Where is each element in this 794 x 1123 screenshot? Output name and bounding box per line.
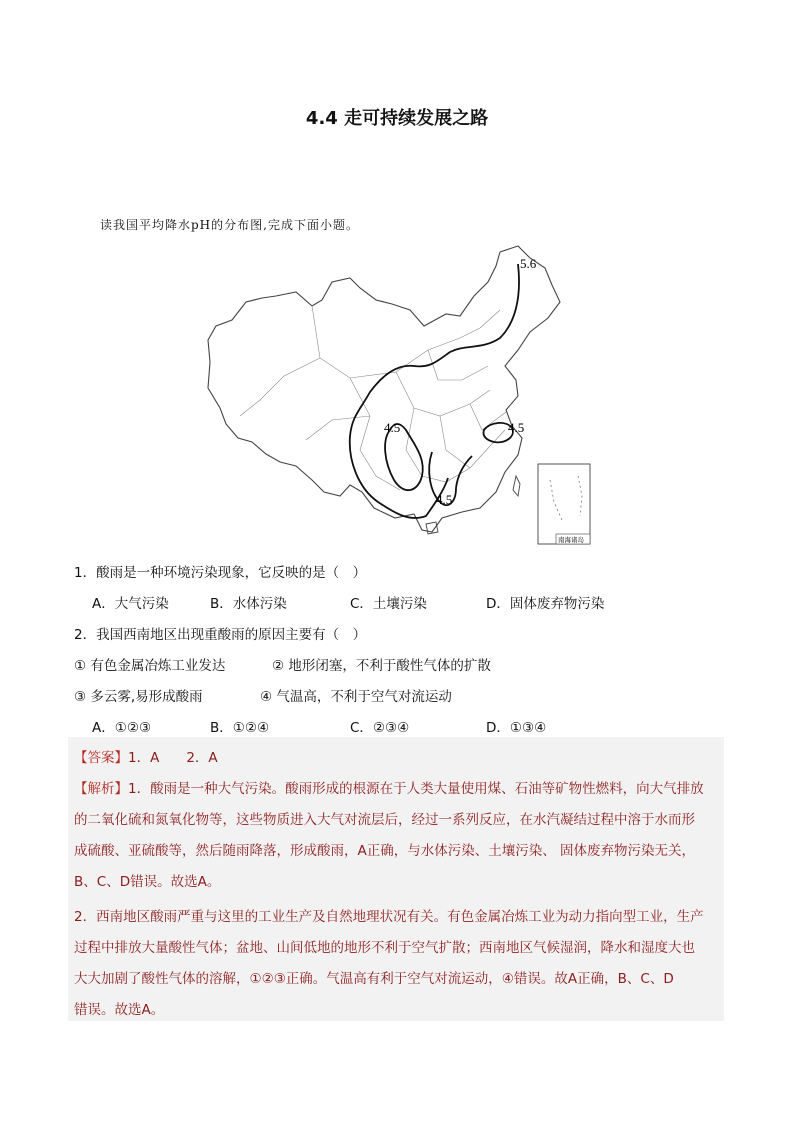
q1-option-c: C．土壤污染	[350, 596, 427, 612]
q2-option-d: D．①③④	[486, 720, 547, 736]
q1-option-b: B．水体污染	[210, 596, 287, 612]
question-1-stem: 1．酸雨是一种环境污染现象，它反映的是（ ）	[74, 565, 367, 581]
q2-item-1: ① 有色金属冶炼工业发达	[74, 658, 226, 674]
q2-option-a: A．①②③	[92, 720, 152, 736]
page-title: 4.4 走可持续发展之路	[305, 108, 489, 129]
contour-label: 5.6	[520, 256, 537, 271]
answer-text: 1．A 2．A	[128, 750, 218, 766]
q1-option-d: D．固体废弃物污染	[486, 596, 605, 612]
inset-frame	[538, 464, 590, 544]
analysis-text: 1．酸雨是一种大气污染。酸雨形成的根源在于人类大量使用煤、石油等矿物性燃料，向大气排放	[128, 781, 704, 797]
china-ph-map	[200, 240, 600, 550]
analysis-line-2: 的二氧化硫和氮氧化物等，这些物质进入大气对流层后，经过一系列反应，在水汽凝结过程中溶于水而形	[74, 812, 695, 828]
q2-item-2: ② 地形闭塞，不利于酸性气体的扩散	[272, 658, 491, 674]
q2-item-4: ④ 气温高，不利于空气对流运动	[260, 689, 452, 705]
contour-label: 4.5	[508, 420, 525, 435]
q2-option-c: C．②③④	[350, 720, 410, 736]
analysis-line-7: 大大加剧了酸性气体的溶解，①②③正确。气温高有利于空气对流运动，④错误。故A正确，B、C、D	[74, 971, 674, 987]
q1-option-a: A．大气污染	[92, 596, 169, 612]
question-2-stem: 2．我国西南地区出现重酸雨的原因主要有（ ）	[74, 627, 367, 643]
contour-label: 4.5	[384, 420, 401, 435]
intro-text: 读我国平均降水pH的分布图,完成下面小题。	[100, 218, 359, 232]
taiwan-island	[513, 476, 520, 496]
analysis-line-3: 成硫酸、亚硫酸等，然后随雨降落，形成酸雨，A正确，与水体污染、土壤污染、 固体废弃物污染无关，	[74, 843, 696, 859]
contour-label: 4.5	[436, 492, 453, 507]
analysis-tag: 【解析】	[74, 781, 128, 797]
answer-tag: 【答案】	[74, 750, 128, 766]
q2-item-3: ③ 多云雾,易形成酸雨	[74, 689, 203, 705]
analysis-line-1	[74, 777, 704, 797]
inset-label: 南海诸岛	[558, 536, 584, 544]
analysis-line-4: B、C、D错误。故选A。	[74, 874, 221, 890]
q2-option-b: B．①②④	[210, 720, 270, 736]
analysis-line-5: 2．西南地区酸雨严重与这里的工业生产及自然地理状况有关。有色金属冶炼工业为动力指向型工业，生产	[74, 909, 704, 925]
answer-line	[74, 746, 218, 766]
analysis-line-6: 过程中排放大量酸性气体；盆地、山间低地的地形不利于空气扩散；西南地区气候湿润，降水和湿度大也	[74, 940, 695, 956]
analysis-line-8: 错误。故选A。	[74, 1002, 165, 1018]
contour-5-6	[350, 264, 519, 518]
china-outline	[208, 246, 560, 532]
